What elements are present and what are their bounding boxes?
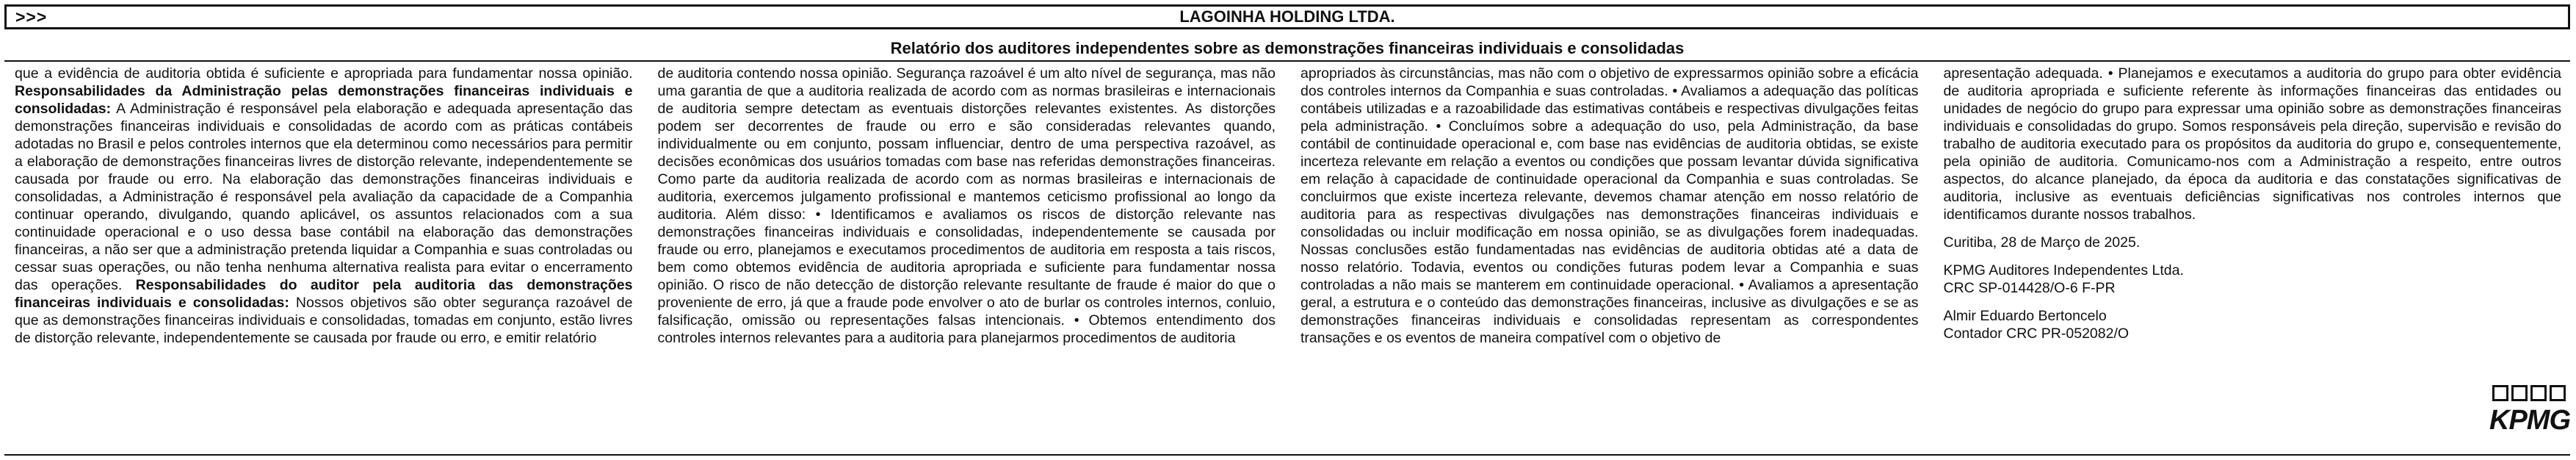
bottom-rule: [4, 454, 2570, 456]
kpmg-logo-word: KPMG: [2489, 405, 2570, 436]
column-3-paragraph: apropriados às circunstâncias, mas não com o objetivo de expressarmos opinião sobre a eficácia dos controles internos da Companhia e suas controladas. • Avaliamos a adequação das políticas contábeis utilizadas e a razoabilidade das estimativas contábeis e respectivas divulgações feitas pela administração. • Concluímos sobre a adequação do uso, pela Administração, da base contábil de continuidade operacional e, com base nas evidências de auditoria obtidas, se existe incerteza relevante em relação a eventos ou condições que possam levantar dúvida significativa em relação à capacidade de continuidade operacional da Companhia e suas controladas. Se concluirmos que existe incerteza relevante, devemos chamar atenção em nosso relatório de auditoria para as respectivas divulgações nas demonstrações financeiras individuais e consolidadas ou incluir modificação em nossa opinião, se as divulgações forem inadequadas. Nossas conclusões estão fundamentadas nas evidências de auditoria obtidas até a data de nosso relatório. Todavia, eventos ou condições futuras podem levar a Companhia e suas controladas a não mais se manterem em continuidade operacional. • Avaliamos a apresentação geral, a estrutura e o conteúdo das demonstrações financeiras, inclusive as divulgações e se as demonstrações financeiras individuais e consolidadas representam as correspondentes transações e os eventos de maneira compatível com o objetivo de: [1300, 65, 1919, 346]
spacer: [1944, 251, 2562, 262]
date-line: Curitiba, 28 de Março de 2025.: [1943, 234, 2141, 251]
logo-box: [2511, 385, 2528, 401]
column-2-paragraph: de auditoria contendo nossa opinião. Segurança razoável é um alto nível de segurança, mas não uma garantia de que a auditoria realizada de acordo com as normas brasileiras e internacionais de auditoria sempre detectam as eventuais distorções relevantes existentes. As distorções podem ser decorrentes de fraude ou erro e são consideradas relevantes quando, individualmente ou em conjunto, possam influenciar, dentro de uma perspectiva razoável, as decisões econômicas dos usuários tomadas com base nas referidas demonstrações financeiras. Como parte da auditoria realizada de acordo com as normas brasileiras e internacionais de auditoria, exercemos julgamento profissional e mantemos ceticismo profissional ao longo da auditoria. Além disso: • Identificamos e avaliamos os riscos de distorção relevante nas demonstrações financeiras individuais e consolidadas, independentemente se causada por fraude ou erro, planejamos e executamos procedimentos de auditoria em resposta a tais riscos, bem como obtemos evidência de auditoria apropriada e suficiente para fundamentar nossa opinião. O risco de não detecção de distorção relevante resultante de fraude é maior do que o proveniente de erro, já que a fraude pode envolver o ato de burlar os controles internos, conluio, falsificação, omissão ou representações falsas intencionais. • Obtemos entendimento dos controles internos relevantes para a auditoria para planejarmos procedimentos de auditoria: [657, 65, 1276, 346]
body-text: Nossos objetivos são obter segurança razoável de que as demonstrações financeiras individuais e consolidadas, tomadas em conjunto, estão livres de distorção relevante, independentemente se causada por fraude ou erro, e emitir relatório: [15, 295, 633, 346]
title-rule: [4, 60, 2570, 62]
column-4-paragraph: apresentação adequada. • Planejamos e executamos a auditoria do grupo para obter evidência de auditoria apropriada e suficiente referente às informações financeiras das entidades ou unidades de negócio do grupo para expressar uma opinião sobre as demonstrações financeiras individuais e consolidadas do grupo. Somos responsáveis pela direção, supervisão e revisão do trabalho de auditoria executado para os propósitos da auditoria do grupo e, consequentemente, pela opinião de auditoria. Comunicamo-nos com a Administração a respeito, entre outros aspectos, do alcance planejado, da época da auditoria e das constatações significativas de auditoria, inclusive as eventuais deficiências significativas nos controles internos que identificamos durante nossos trabalhos.: [1943, 65, 2561, 223]
kpmg-logo-boxes-icon: [2489, 385, 2566, 401]
signer-crc: Contador CRC PR-052082/O: [1943, 326, 2130, 342]
column-1: [15, 65, 633, 453]
chevron-marker-icon: >>>: [15, 7, 48, 26]
report-title: Relatório dos auditores independentes sobre as demonstrações financeiras individuais e consolidadas: [890, 39, 1685, 57]
logo-box: [2530, 385, 2547, 401]
signer-name: Almir Eduardo Bertoncelo: [1943, 308, 2107, 324]
spacer: [1944, 297, 2562, 307]
kpmg-logo: [2489, 385, 2570, 444]
section-heading-management: Responsabilidades da Administração pelas demonstrações financeiras individuais e consolidadas:: [15, 83, 633, 117]
header-bar: [4, 4, 2570, 29]
audit-firm-crc: CRC SP-014428/O-6 F-PR: [1943, 280, 2116, 296]
text-columns: [15, 65, 2561, 453]
body-text: A Administração é responsável pela elaboração e adequada apresentação das demonstrações financeiras individuais e consolidadas de acordo com as práticas contábeis adotadas no Brasil e pelos controles internos que ela determinou como necessários para permitir a elaboração de demonstrações financeiras livres de distorção relevante, independentemente se causada por fraude ou erro. Na elaboração das demonstrações financeiras individuais e consolidadas, a Administração é responsável pela avaliação da capacidade de a Companhia continuar operando, divulgando, quando aplicável, os assuntos relacionados com a sua continuidade operacional e o uso dessa base contábil na elaboração das demonstrações financeiras, a não ser que a administração pretenda liquidar a Companhia e suas controladas ou cessar suas operações, ou não tenha nenhuma alternativa realista para evitar o encerramento das operações.: [15, 101, 633, 293]
column-1-paragraph: [15, 65, 633, 347]
column-2: [658, 65, 1276, 453]
spacer: [1944, 223, 2562, 234]
body-text: que a evidência de auditoria obtida é suficiente e apropriada para fundamentar nossa opinião.: [15, 65, 633, 82]
column-4: [1944, 65, 2562, 453]
logo-box: [2550, 385, 2566, 401]
company-name: LAGOINHA HOLDING LTDA.: [1179, 7, 1395, 26]
column-3: [1300, 65, 1919, 453]
logo-box: [2492, 385, 2508, 401]
section-heading-auditor: Responsabilidades do auditor pela auditoria das demonstrações financeiras individuais e consolidadas:: [15, 277, 633, 311]
audit-firm: KPMG Auditores Independentes Ltda.: [1943, 262, 2184, 278]
